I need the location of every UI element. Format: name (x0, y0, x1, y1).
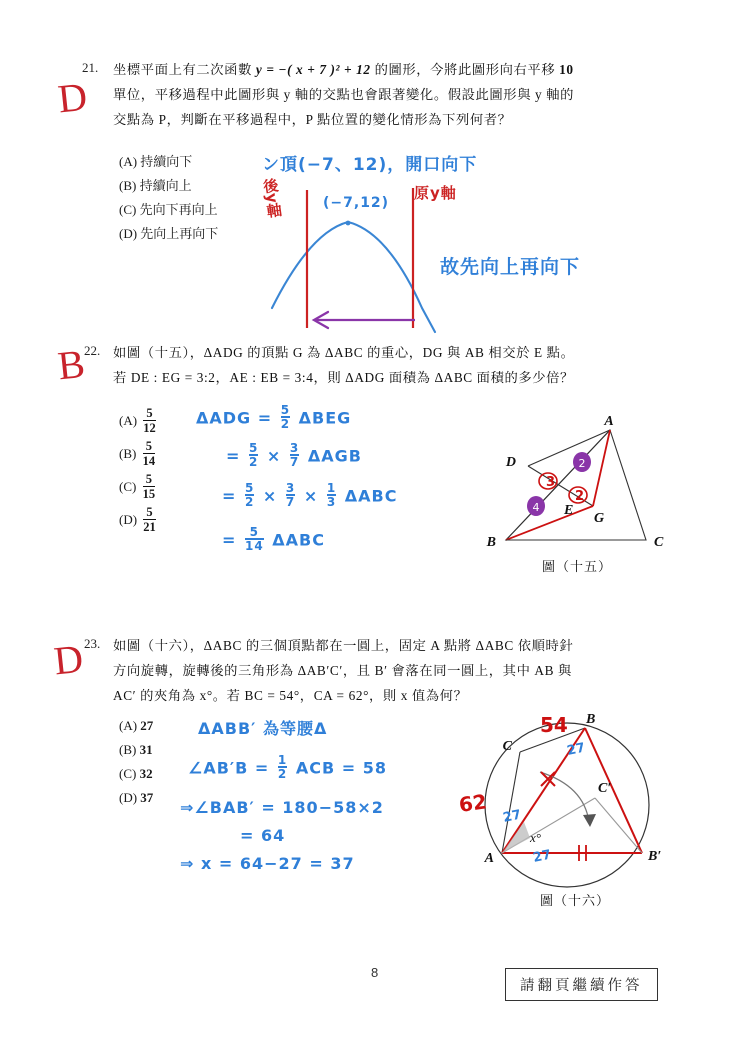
option-text: 持續向下 (140, 154, 193, 169)
option-tag: (A) (119, 413, 138, 428)
stem-num: 10 (559, 62, 574, 77)
handwriting-22-line1 (196, 403, 352, 432)
margin-answer-22: B (55, 340, 87, 389)
option-tag: (A) (119, 718, 138, 733)
svg-text:C: C (502, 739, 512, 754)
figure-15-caption: 圖（十五） (542, 559, 613, 574)
option-fraction: $\frac{5}{21}$ (143, 505, 156, 535)
option-tag: (A) (119, 154, 138, 169)
handwriting-22-line3: = $\frac{5}{2}$ × $\frac{3}{7}$ × $\frac{1}{3}$ ΔABC (222, 481, 398, 509)
option-text: 32 (139, 766, 153, 781)
option-tag: (B) (119, 178, 137, 193)
handwriting-21-original-axis: 原y軸 (414, 184, 457, 202)
hw-fraction: $\frac{3}{7}$ (289, 441, 300, 469)
svg-text:54: 54 (540, 713, 568, 737)
svg-text:3: 3 (546, 475, 556, 490)
option-d[interactable] (119, 503, 156, 536)
stem-line-1: 如圖（十六），ΔABC 的三個頂點都在一圓上，固定 A 點將 ΔABC 依順時針 (113, 638, 574, 653)
option-a[interactable] (119, 404, 156, 437)
handwriting-21-conclusion: 故先向上再向下 (440, 256, 581, 278)
figure-15-diagram (458, 414, 668, 558)
stem-line-3: 交點為 P，判斷在平移過程中，P 點位置的變化情形為下列何者？ (113, 112, 512, 127)
angle-x-label: x° (530, 830, 541, 845)
question-22-stem (113, 340, 675, 390)
hw-rhs: ΔBEG (298, 408, 352, 428)
handwriting-21-after-axis: 後y軸 (260, 177, 284, 219)
margin-answer-21: D (55, 73, 90, 122)
option-text: 27 (140, 718, 154, 733)
option-tag: (C) (119, 766, 137, 781)
hw-lhs: ΔADG = (196, 408, 273, 428)
stem-line-3: AC′ 的夾角為 x°。若 BC = 54°，CA = 62°，則 x 值為何？ (113, 688, 468, 703)
handwriting-21-top-note: ン頂(−7、12)，開口向下 (262, 155, 478, 175)
option-text: 先向下再向上 (139, 202, 218, 217)
option-fraction: $\frac{5}{15}$ (142, 472, 156, 502)
svg-text:A: A (484, 851, 494, 866)
svg-text:B′: B′ (648, 849, 662, 864)
svg-text:27: 27 (501, 807, 523, 826)
stem-math: y = −( x + 7 )² + 12 (255, 62, 371, 77)
question-21-stem (113, 57, 675, 132)
question-23-stem (113, 633, 675, 708)
handwriting-21-parabola-sketch (270, 180, 470, 340)
svg-text:2: 2 (578, 457, 586, 470)
option-text: 持續向上 (139, 178, 192, 193)
turn-page-notice: 請翻頁繼續作答 (505, 968, 658, 1001)
handwriting-23-line2: ∠AB′B = $\frac{1}{2}$ ACB = 58 (188, 753, 387, 781)
question-21-options (119, 150, 218, 246)
handwriting-23-line3: ⇒∠BAB′ = 180−58×2 (180, 798, 384, 817)
svg-text:27: 27 (565, 740, 587, 759)
handwriting-22-line2: = $\frac{5}{2}$ × $\frac{3}{7}$ ΔAGB (226, 441, 362, 469)
stem-line-2: 方向旋轉，旋轉後的三角形為 ΔAB′C′，且 B′ 會落在同一圓上，其中 AB 與 (113, 663, 572, 678)
hw-fraction: $\frac{5}{2}$ (280, 403, 291, 431)
option-b[interactable] (119, 174, 218, 198)
option-tag: (D) (119, 512, 138, 527)
hw-fraction: $\frac{5}{2}$ (244, 481, 255, 509)
handwriting-23-line4: = 64 (240, 826, 286, 845)
question-number-21: 21. (82, 60, 99, 75)
hw-fraction: $\frac{3}{7}$ (285, 481, 296, 509)
question-23-options (119, 714, 153, 810)
svg-text:C′: C′ (598, 781, 612, 796)
option-tag: (B) (119, 446, 137, 461)
svg-text:B: B (586, 712, 596, 727)
option-d[interactable] (119, 222, 218, 246)
handwriting-23-line1: ΔABB′ 為等腰Δ (198, 719, 328, 738)
stem-text-a: 坐標平面上有二次函數 (113, 62, 256, 77)
stem-line-2: 若 DE : EG = 3:2，AE : EB = 3:4，則 ΔADG 面積為 ΔABC 面積的多少倍？ (113, 370, 574, 385)
option-fraction: $\frac{5}{12}$ (143, 406, 156, 436)
svg-text:27: 27 (531, 847, 553, 866)
page-number: 8 (371, 965, 379, 980)
hw-fraction: $\frac{1}{3}$ (326, 481, 337, 509)
stem-line-1: 如圖（十五），ΔADG 的頂點 G 為 ΔABC 的重心，DG 與 AB 相交於 E 點。 (113, 345, 575, 360)
option-tag: (D) (119, 226, 138, 241)
option-fraction: $\frac{5}{14}$ (142, 439, 156, 469)
option-b[interactable] (119, 738, 153, 762)
option-a[interactable] (119, 150, 218, 174)
option-c[interactable] (119, 470, 156, 503)
svg-text:G: G (594, 511, 605, 526)
option-text: 37 (140, 790, 154, 805)
option-a[interactable] (119, 714, 153, 738)
svg-text:4: 4 (532, 501, 540, 514)
svg-text:B: B (486, 535, 496, 550)
svg-text:E: E (564, 503, 574, 518)
option-tag: (B) (119, 742, 137, 757)
svg-text:62: 62 (457, 789, 489, 817)
figure-16-caption: 圖（十六） (540, 893, 611, 908)
option-tag: (C) (119, 202, 137, 217)
svg-text:A: A (604, 414, 614, 429)
margin-answer-23: D (51, 635, 86, 684)
option-tag: (D) (119, 790, 138, 805)
option-text: 31 (139, 742, 153, 757)
hw-fraction: $\frac{5}{2}$ (248, 441, 259, 469)
handwriting-22-line4: = $\frac{5}{14}$ ΔABC (222, 525, 325, 553)
handwriting-21-vertex-label: (−7,12) (323, 195, 390, 211)
option-d[interactable] (119, 786, 153, 810)
option-tag: (C) (119, 479, 137, 494)
stem-text-b: 的圖形，今將此圖形向右平移 (370, 62, 560, 77)
option-text: 先向上再向下 (140, 226, 219, 241)
stem-line-2: 單位，平移過程中此圖形與 y 軸的交點也會跟著變化。假設此圖形與 y 軸的 (113, 87, 574, 102)
question-22-options (119, 404, 156, 536)
option-c[interactable] (119, 762, 153, 786)
hw-fraction: $\frac{5}{14}$ (244, 525, 264, 553)
svg-text:2: 2 (575, 489, 585, 504)
hw-fraction: $\frac{1}{2}$ (277, 753, 288, 781)
svg-text:D: D (505, 455, 516, 470)
handwriting-23-line5: ⇒ x = 64−27 = 37 (180, 854, 355, 873)
option-b[interactable] (119, 437, 156, 470)
figure-16-diagram (452, 710, 682, 900)
option-c[interactable] (119, 198, 218, 222)
svg-text:C: C (654, 535, 664, 550)
question-number-22: 22. (84, 343, 101, 358)
question-number-23: 23. (84, 636, 101, 651)
